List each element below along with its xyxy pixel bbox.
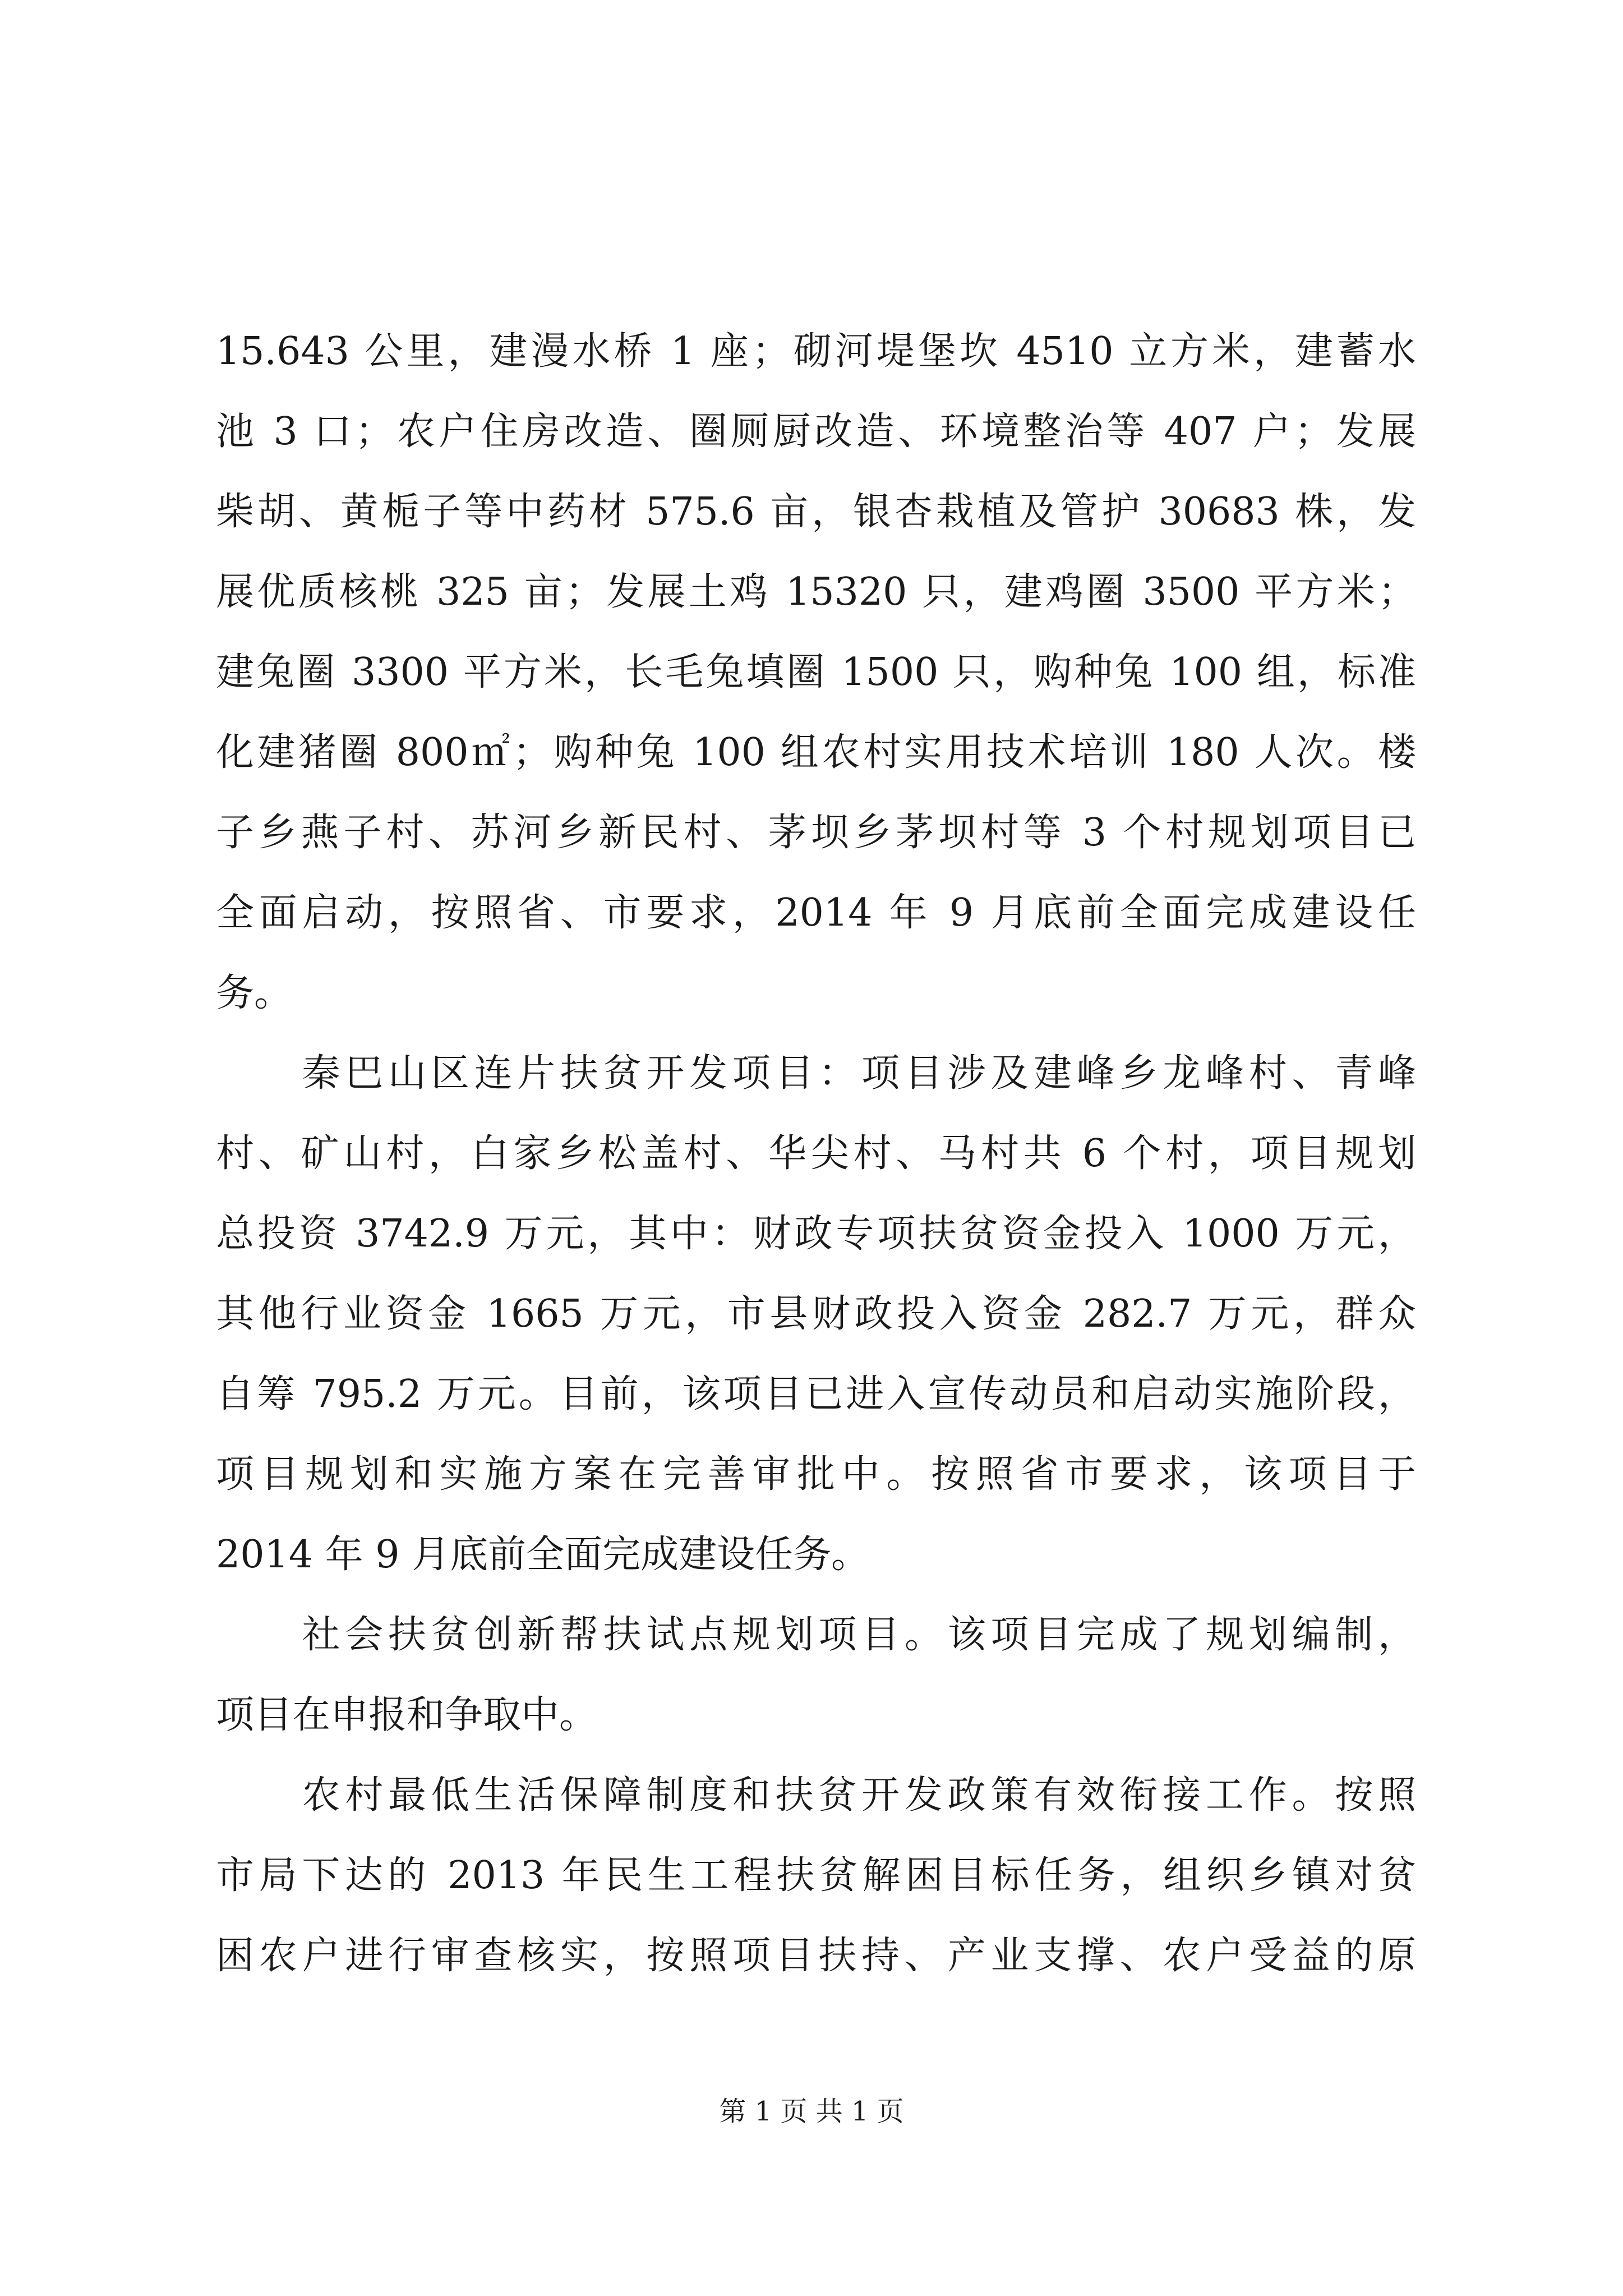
text-line: 全面启动，按照省、市要求，2014 年 9 月底前全面完成建设任	[216, 891, 1416, 935]
text-line: 农村最低生活保障制度和扶贫开发政策有效衔接工作。按照	[216, 1773, 1416, 1818]
text-line: 社会扶贫创新帮扶试点规划项目。该项目完成了规划编制，	[216, 1613, 1416, 1657]
text-line: 市局下达的 2013 年民生工程扶贫解困目标任务，组织乡镇对贫	[216, 1853, 1416, 1898]
text-line-paragraph-end: 务。	[216, 971, 293, 1015]
text-line: 15.643 公里，建漫水桥 1 座；砌河堤堡坎 4510 立方米，建蓄水	[216, 329, 1416, 374]
text-line: 展优质核桃 325 亩；发展土鸡 15320 只，建鸡圈 3500 平方米；	[216, 570, 1416, 614]
text-line: 总投资 3742.9 万元，其中：财政专项扶贫资金投入 1000 万元，	[216, 1212, 1416, 1256]
document-body	[216, 311, 1416, 1996]
text-line: 自筹 795.2 万元。目前，该项目已进入宣传动员和启动实施阶段，	[216, 1372, 1416, 1416]
text-line: 秦巴山区连片扶贫开发项目：项目涉及建峰乡龙峰村、青峰	[216, 1051, 1416, 1096]
text-line-paragraph-end: 项目在申报和争取中。	[216, 1693, 598, 1737]
text-line: 子乡燕子村、苏河乡新民村、茅坝乡茅坝村等 3 个村规划项目已	[216, 811, 1416, 855]
text-line: 化建猪圈 800㎡；购种兔 100 组农村实用技术培训 180 人次。楼	[216, 730, 1416, 775]
text-line: 建兔圈 3300 平方米，长毛兔填圈 1500 只，购种兔 100 组，标准	[216, 650, 1416, 694]
text-line-paragraph-end: 2014 年 9 月底前全面完成建设任务。	[216, 1533, 870, 1577]
text-line: 村、矿山村，白家乡松盖村、华尖村、马村共 6 个村，项目规划	[216, 1131, 1416, 1176]
text-line: 池 3 口；农户住房改造、圈厕厨改造、环境整治等 407 户；发展	[216, 409, 1416, 454]
text-line: 项目规划和实施方案在完善审批中。按照省市要求，该项目于	[216, 1452, 1416, 1497]
text-line: 柴胡、黄栀子等中药材 575.6 亩，银杏栽植及管护 30683 株，发	[216, 490, 1416, 534]
text-line: 其他行业资金 1665 万元，市县财政投入资金 282.7 万元，群众	[216, 1292, 1416, 1336]
page-footer	[0, 2090, 1623, 2128]
page-number-label: 第 1 页 共 1 页	[719, 2096, 904, 2127]
text-line: 困农户进行审查核实，按照项目扶持、产业支撑、农户受益的原	[216, 1934, 1416, 1978]
